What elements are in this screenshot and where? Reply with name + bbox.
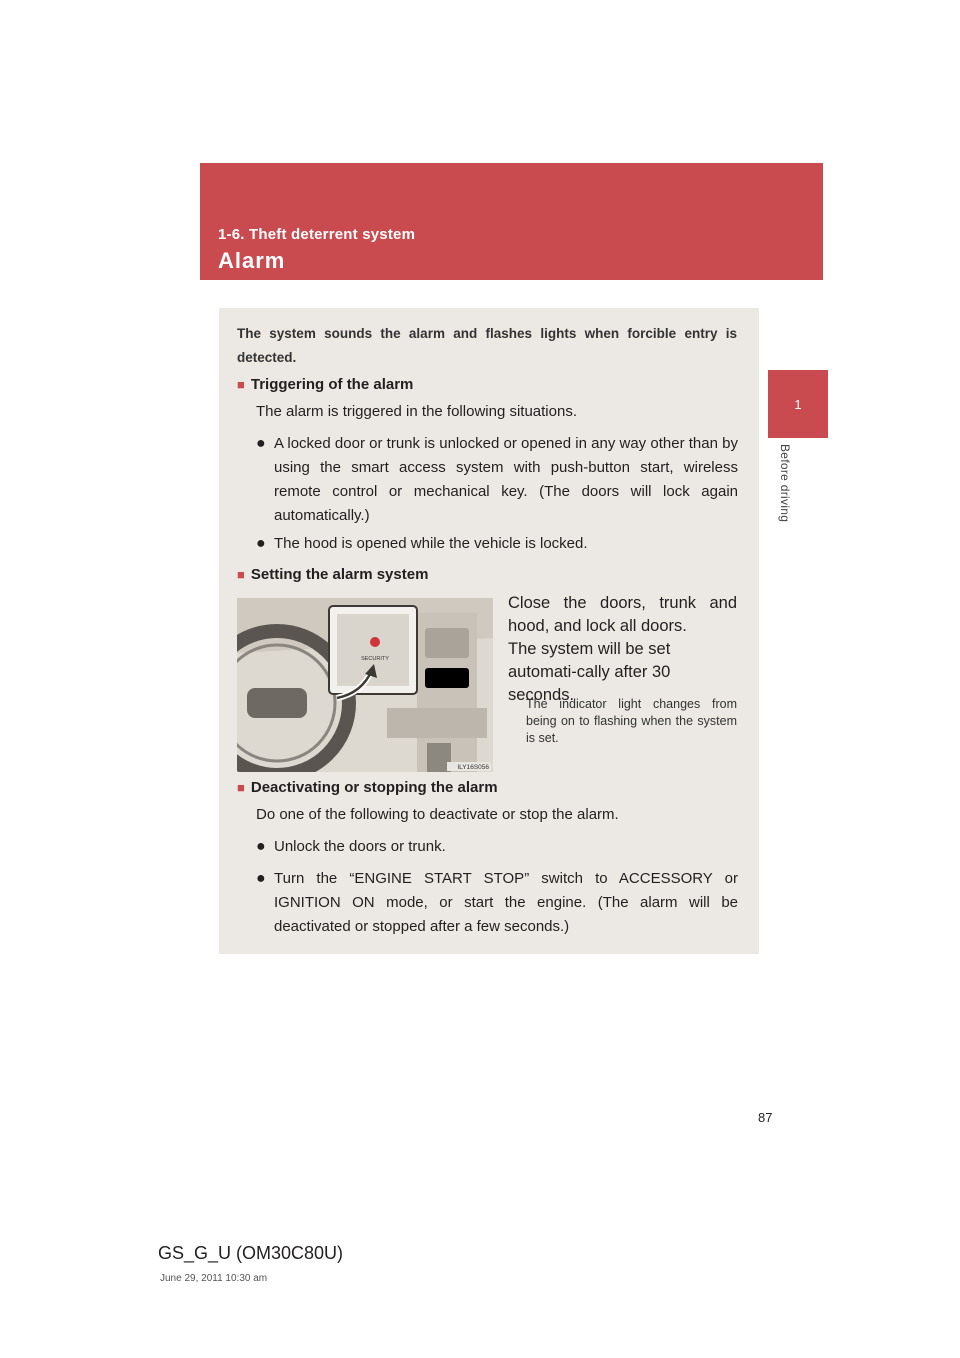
security-label: SECURITY (361, 656, 389, 662)
list-item: ● A locked door or trunk is unlocked or opened in any way other than by using the smart access system with push-button start, wireless remote control or mechanical key. (The doors will lock again automatically.) (256, 432, 738, 528)
heading-triggering: ■ Triggering of the alarm (237, 376, 414, 393)
bullet-icon: ● (256, 535, 266, 552)
bullet-icon: ● (256, 838, 266, 855)
deactivating-text: Do one of the following to deactivate or stop the alarm. (256, 806, 619, 823)
chapter-tab (768, 370, 828, 438)
bullet-icon: ● (256, 870, 266, 887)
page-number: 87 (758, 1110, 773, 1125)
intro-text: The system sounds the alarm and flashes lights when forcible entry is detected. (237, 326, 737, 365)
setting-text-2: The system will be set automati-cally after 30 seconds. (508, 640, 671, 704)
square-bullet-icon: ■ (237, 780, 245, 795)
heading-setting: ■ Setting the alarm system (237, 566, 429, 583)
setting-text-1: Close the doors, trunk and hood, and lock all doors. (508, 594, 737, 635)
list-item: ● The hood is opened while the vehicle is locked. (256, 532, 738, 556)
footer-code: GS_G_U (OM30C80U) (158, 1243, 344, 1263)
square-bullet-icon: ■ (237, 377, 245, 392)
dashboard-illustration (237, 598, 493, 772)
chapter-number: 1 (794, 396, 802, 412)
square-bullet-icon: ■ (237, 567, 245, 582)
page-title: Alarm (218, 248, 286, 273)
dashboard-figure (237, 598, 493, 772)
list-item: ● Unlock the doors or trunk. (256, 835, 738, 859)
header-band (200, 163, 823, 280)
setting-instructions (508, 592, 737, 707)
chapter-name: Before driving (778, 444, 792, 523)
list-item: ● Turn the “ENGINE START STOP” switch to ACCESSORY or IGNITION ON mode, or start the engine. (The alarm will be deactivated or stopped after a few seconds.) (256, 867, 738, 939)
bullet-icon: ● (256, 435, 266, 452)
setting-note: The indicator light changes from being on to flashing when the system is set. (526, 697, 737, 745)
heading-deactivating: ■ Deactivating or stopping the alarm (237, 779, 498, 796)
section-label: 1-6. Theft deterrent system (218, 226, 416, 243)
footer-date: June 29, 2011 10:30 am (160, 1273, 268, 1284)
security-indicator-icon (370, 637, 380, 647)
triggering-text: The alarm is triggered in the following situations. (256, 403, 577, 420)
figure-code: ILY16S056 (457, 764, 489, 771)
